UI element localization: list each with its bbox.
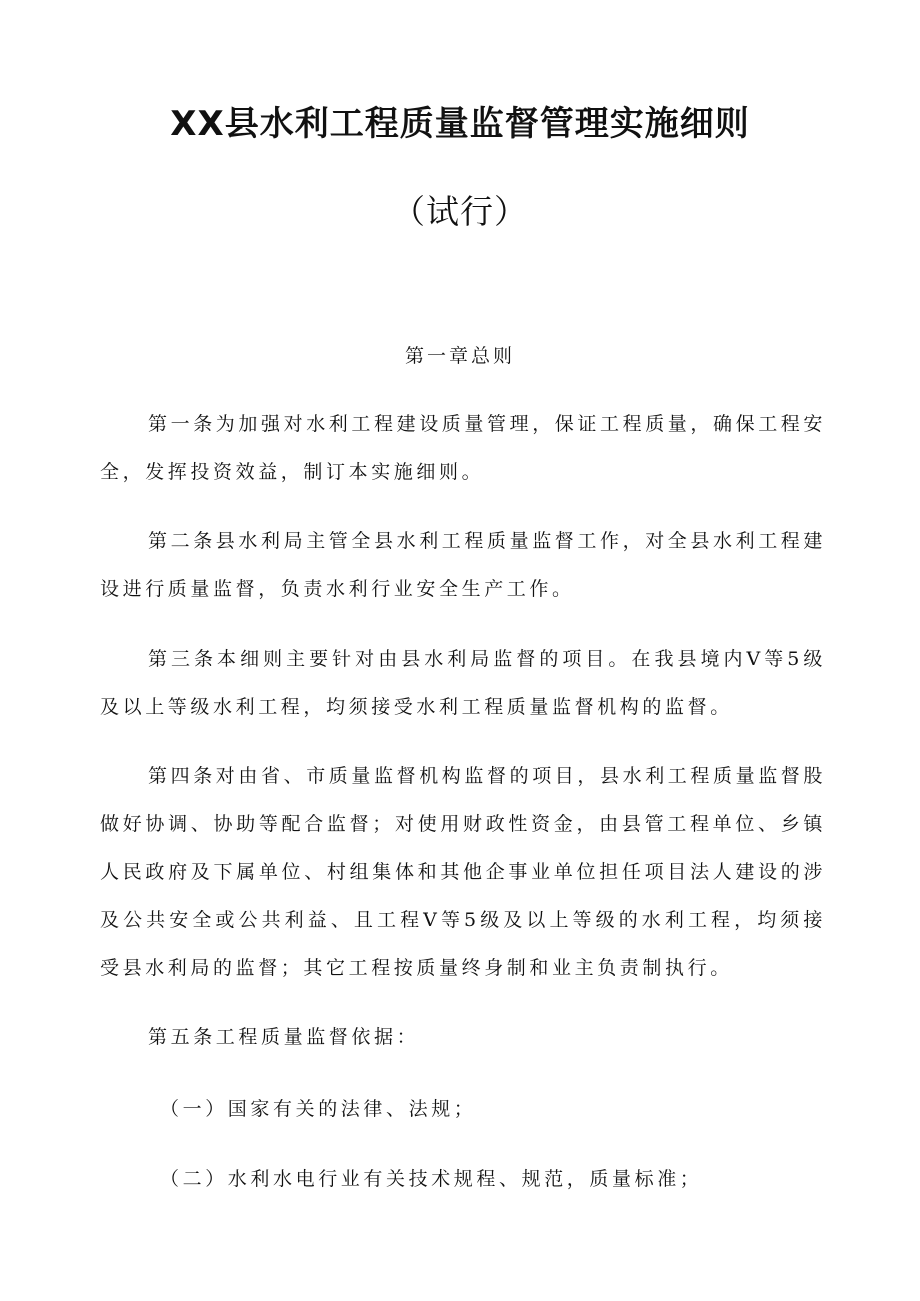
article-3: 第三条本细则主要针对由县水利局监督的项目。在我县境内Ⅴ等5级及以上等级水利工程，均须接受水利工程质量监督机构的监督。 — [100, 648, 826, 718]
chapter-heading: 第一章总则 — [404, 345, 515, 367]
document-title: XX县水利工程质量监督管理实施细则 — [170, 104, 750, 144]
document-subtitle: （试行） — [392, 192, 528, 231]
article-4: 第四条对由省、市质量监督机构监督的项目，县水利工程质量监督股做好协调、协助等配合监督；对使用财政性资金，由县管工程单位、乡镇人民政府及下属单位、村组集体和其他企事业单位担任项目法人建设的涉及公共安全或公共利益、且工程Ⅴ等5级及以上等级的水利工程，均须接受县水利局的监督；其它工程按质量终身制和业主负责制执行。 — [100, 765, 827, 979]
article-5: 第五条工程质量监督依据： — [148, 1026, 420, 1048]
basis-item-1: （一）国家有关的法律、法规； — [160, 1098, 477, 1120]
article-1: 第一条为加强对水利工程建设质量管理，保证工程质量，确保工程安全，发挥投资效益，制订本实施细则。 — [100, 413, 827, 483]
basis-item-2: （二）水利水电行业有关技术规程、规范，质量标准； — [160, 1168, 703, 1190]
article-2: 第二条县水利局主管全县水利工程质量监督工作，对全县水利工程建设进行质量监督，负责水利行业安全生产工作。 — [100, 530, 827, 600]
